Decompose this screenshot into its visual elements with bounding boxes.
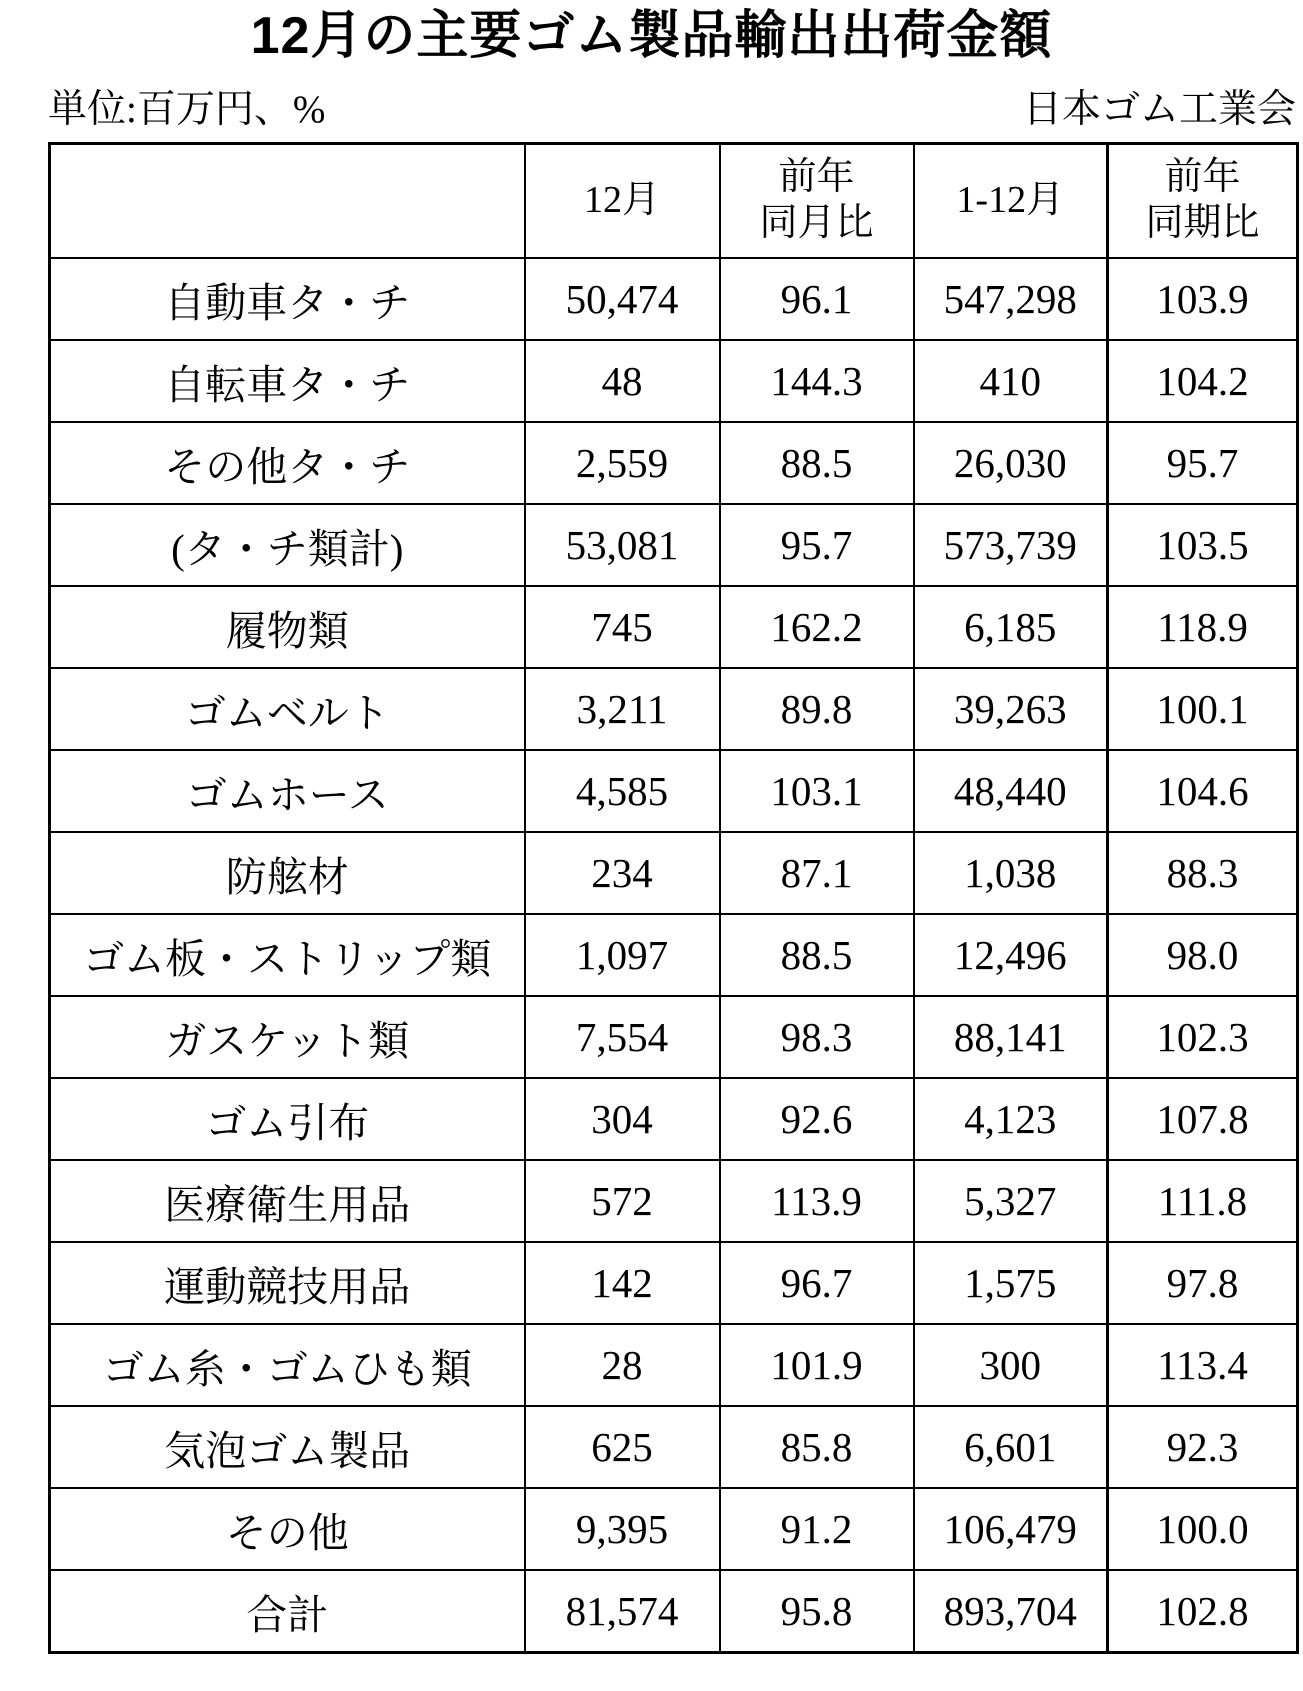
table-row	[50, 1406, 1298, 1488]
cell-yoy-month-value: 89.8	[720, 668, 914, 750]
header-yoy-period-line1: 前年	[1164, 156, 1241, 199]
cell-december-value: 625	[525, 1406, 720, 1488]
cell-yoy-month-value: 96.7	[720, 1242, 914, 1324]
cell-yoy-period-value: 118.9	[1108, 586, 1298, 668]
row-label: ゴムホース	[50, 750, 525, 832]
row-label: その他	[50, 1488, 525, 1570]
cell-yoy-month-value: 96.1	[720, 258, 914, 340]
cell-jan-dec-value: 1,575	[914, 1242, 1108, 1324]
row-label: ガスケット類	[50, 996, 525, 1078]
table-row	[50, 1324, 1298, 1406]
cell-december-value: 28	[525, 1324, 720, 1406]
cell-december-value: 3,211	[525, 668, 720, 750]
header-yoy-period	[1108, 144, 1298, 259]
table-row	[50, 586, 1298, 668]
row-label: 運動競技用品	[50, 1242, 525, 1324]
row-label: 自動車タ・チ	[50, 258, 525, 340]
cell-jan-dec-value: 6,185	[914, 586, 1108, 668]
cell-jan-dec-value: 88,141	[914, 996, 1108, 1078]
export-shipment-table	[48, 142, 1299, 1654]
cell-december-value: 1,097	[525, 914, 720, 996]
cell-yoy-period-value: 88.3	[1108, 832, 1298, 914]
row-label: 自転車タ・チ	[50, 340, 525, 422]
cell-jan-dec-value: 300	[914, 1324, 1108, 1406]
cell-december-value: 53,081	[525, 504, 720, 586]
cell-jan-dec-value: 573,739	[914, 504, 1108, 586]
cell-december-value: 142	[525, 1242, 720, 1324]
cell-december-value: 745	[525, 586, 720, 668]
table-row	[50, 1078, 1298, 1160]
row-label: 履物類	[50, 586, 525, 668]
organization-name: 日本ゴム工業会	[1022, 88, 1296, 132]
cell-yoy-month-value: 103.1	[720, 750, 914, 832]
table-row	[50, 996, 1298, 1078]
cell-yoy-period-value: 100.1	[1108, 668, 1298, 750]
cell-jan-dec-value: 12,496	[914, 914, 1108, 996]
row-label: 医療衛生用品	[50, 1160, 525, 1242]
cell-december-value: 4,585	[525, 750, 720, 832]
table-row	[50, 832, 1298, 914]
cell-yoy-period-value: 92.3	[1108, 1406, 1298, 1488]
cell-yoy-month-value: 87.1	[720, 832, 914, 914]
table-row	[50, 914, 1298, 996]
cell-yoy-period-value: 97.8	[1108, 1242, 1298, 1324]
cell-jan-dec-value: 547,298	[914, 258, 1108, 340]
row-label: ゴム板・ストリップ類	[50, 914, 525, 996]
row-label: ゴム糸・ゴムひも類	[50, 1324, 525, 1406]
cell-yoy-period-value: 98.0	[1108, 914, 1298, 996]
cell-jan-dec-value: 1,038	[914, 832, 1108, 914]
cell-yoy-period-value: 102.3	[1108, 996, 1298, 1078]
header-jan-dec: 1-12月	[914, 144, 1108, 259]
cell-jan-dec-value: 5,327	[914, 1160, 1108, 1242]
cell-yoy-period-value: 104.6	[1108, 750, 1298, 832]
cell-jan-dec-value: 39,263	[914, 668, 1108, 750]
cell-december-value: 50,474	[525, 258, 720, 340]
cell-yoy-period-value: 104.2	[1108, 340, 1298, 422]
cell-jan-dec-value: 6,601	[914, 1406, 1108, 1488]
table-row	[50, 1242, 1298, 1324]
cell-yoy-month-value: 92.6	[720, 1078, 914, 1160]
table-row	[50, 1570, 1298, 1653]
table-header-row	[50, 144, 1298, 259]
header-item-cell	[50, 144, 525, 259]
table-caption-row	[48, 89, 1296, 132]
cell-jan-dec-value: 106,479	[914, 1488, 1108, 1570]
cell-jan-dec-value: 893,704	[914, 1570, 1108, 1653]
row-label: 気泡ゴム製品	[50, 1406, 525, 1488]
cell-yoy-month-value: 95.7	[720, 504, 914, 586]
table-row	[50, 422, 1298, 504]
cell-yoy-month-value: 88.5	[720, 422, 914, 504]
cell-december-value: 572	[525, 1160, 720, 1242]
cell-december-value: 304	[525, 1078, 720, 1160]
cell-jan-dec-value: 410	[914, 340, 1108, 422]
header-yoy-month-line2: 同月比	[759, 202, 874, 245]
table-row	[50, 750, 1298, 832]
cell-yoy-month-value: 95.8	[720, 1570, 914, 1653]
cell-yoy-month-value: 113.9	[720, 1160, 914, 1242]
table-row	[50, 1488, 1298, 1570]
cell-yoy-month-value: 162.2	[720, 586, 914, 668]
cell-december-value: 48	[525, 340, 720, 422]
cell-yoy-month-value: 91.2	[720, 1488, 914, 1570]
cell-december-value: 234	[525, 832, 720, 914]
page-title: 12月の主要ゴム製品輸出出荷金額	[250, 7, 1053, 65]
cell-jan-dec-value: 26,030	[914, 422, 1108, 504]
table-row	[50, 504, 1298, 586]
row-label: 合計	[50, 1570, 525, 1653]
row-label: (タ・チ類計)	[50, 504, 525, 586]
cell-yoy-period-value: 95.7	[1108, 422, 1298, 504]
cell-yoy-period-value: 107.8	[1108, 1078, 1298, 1160]
cell-december-value: 7,554	[525, 996, 720, 1078]
table-row	[50, 258, 1298, 340]
cell-yoy-period-value: 113.4	[1108, 1324, 1298, 1406]
row-label: ゴム引布	[50, 1078, 525, 1160]
cell-yoy-month-value: 85.8	[720, 1406, 914, 1488]
cell-yoy-period-value: 103.5	[1108, 504, 1298, 586]
cell-december-value: 9,395	[525, 1488, 720, 1570]
cell-yoy-period-value: 100.0	[1108, 1488, 1298, 1570]
row-label: 防舷材	[50, 832, 525, 914]
unit-note: 単位:百万円、%	[48, 88, 326, 132]
header-december: 12月	[525, 144, 720, 259]
cell-december-value: 2,559	[525, 422, 720, 504]
cell-yoy-month-value: 101.9	[720, 1324, 914, 1406]
cell-jan-dec-value: 4,123	[914, 1078, 1108, 1160]
cell-yoy-month-value: 144.3	[720, 340, 914, 422]
row-label: ゴムベルト	[50, 668, 525, 750]
cell-yoy-period-value: 111.8	[1108, 1160, 1298, 1242]
cell-yoy-month-value: 88.5	[720, 914, 914, 996]
cell-yoy-period-value: 102.8	[1108, 1570, 1298, 1653]
cell-yoy-month-value: 98.3	[720, 996, 914, 1078]
row-label: その他タ・チ	[50, 422, 525, 504]
cell-jan-dec-value: 48,440	[914, 750, 1108, 832]
header-yoy-month-line1: 前年	[778, 156, 855, 199]
header-yoy-period-line2: 同期比	[1145, 202, 1260, 245]
table-row	[50, 340, 1298, 422]
table-row	[50, 1160, 1298, 1242]
table-row	[50, 668, 1298, 750]
cell-december-value: 81,574	[525, 1570, 720, 1653]
cell-yoy-period-value: 103.9	[1108, 258, 1298, 340]
header-yoy-month	[720, 144, 914, 259]
